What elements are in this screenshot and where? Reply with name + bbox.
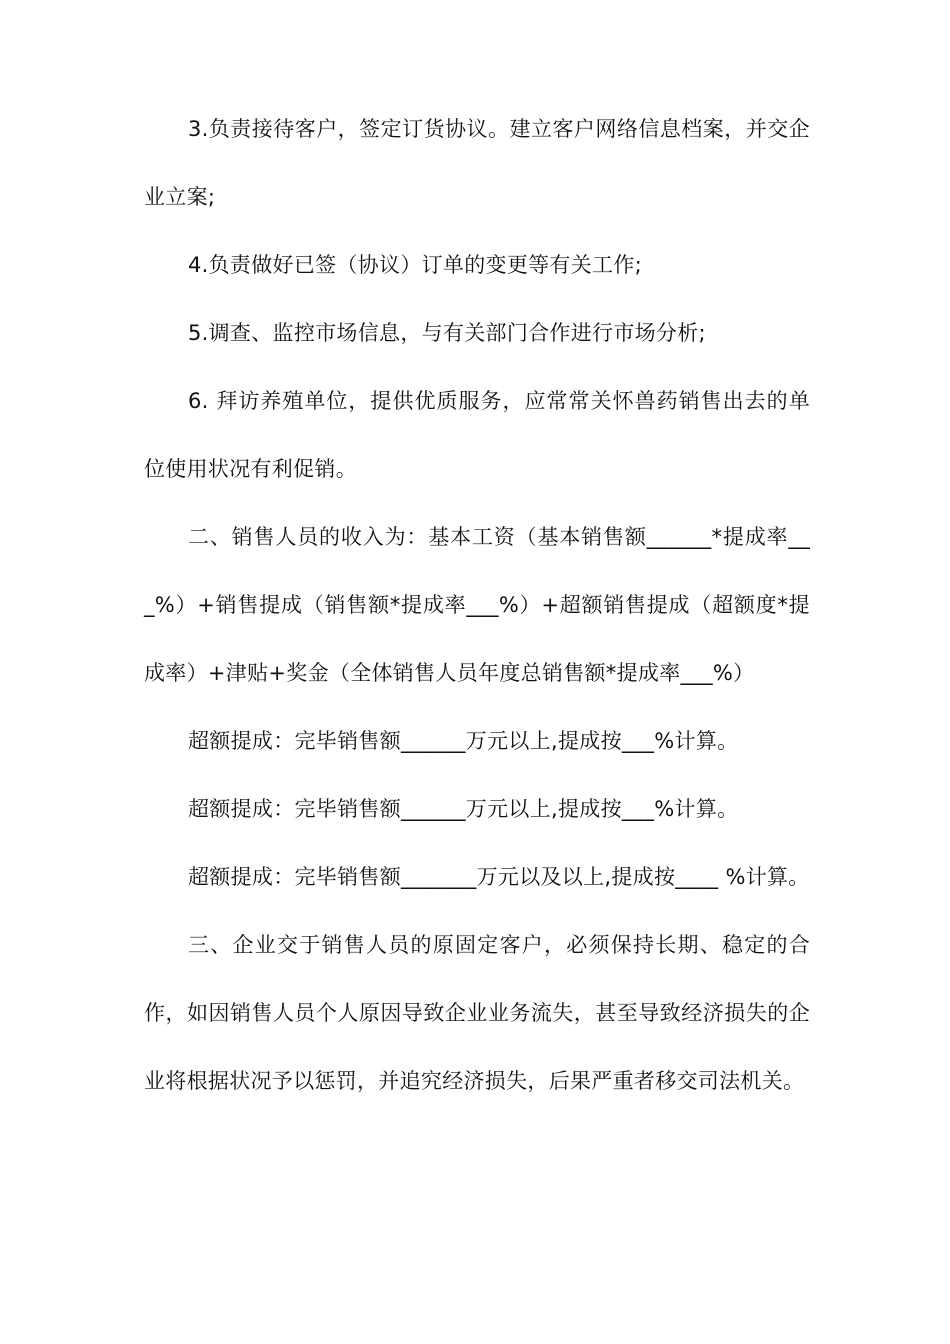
paragraph-duty-6: 6. 拜访养殖单位，提供优质服务，应常常关怀兽药销售出去的单位使用状况有利促销。 (144, 389, 810, 481)
paragraph-duty-3: 3.负责接待客户，签定订货协议。建立客户网络信息档案，并交企业立案; (144, 117, 810, 209)
paragraph-bonus-2: 超额提成：完毕销售额______万元以上,提成按___%计算。 (188, 797, 739, 821)
paragraph-bonus-1: 超额提成：完毕销售额______万元以上,提成按___%计算。 (188, 729, 739, 753)
paragraph-fixed-clients: 三、企业交于销售人员的原固定客户，必须保持长期、稳定的合作，如因销售人员个人原因导致企业业务流失，甚至导致经济损失的企业将根据状况予以惩罚，并追究经济损失，后果严重者移交司法机关。 (144, 933, 810, 1093)
paragraph-duty-4: 4.负责做好已签（协议）订单的变更等有关工作; (188, 253, 643, 277)
document-body (144, 95, 810, 1115)
paragraph-bonus-3: 超额提成：完毕销售额_______万元以及以上,提成按____ %计算。 (188, 865, 810, 889)
paragraph-income: 二、销售人员的收入为：基本工资（基本销售额______*提成率___%）+销售提成（销售额*提成率___%）+超额销售提成（超额度*提成率）+津贴+奖金（全体销售人员年度总销售额*提成率___%） (144, 525, 810, 685)
paragraph-duty-5: 5.调查、监控市场信息，与有关部门合作进行市场分析; (188, 321, 706, 345)
